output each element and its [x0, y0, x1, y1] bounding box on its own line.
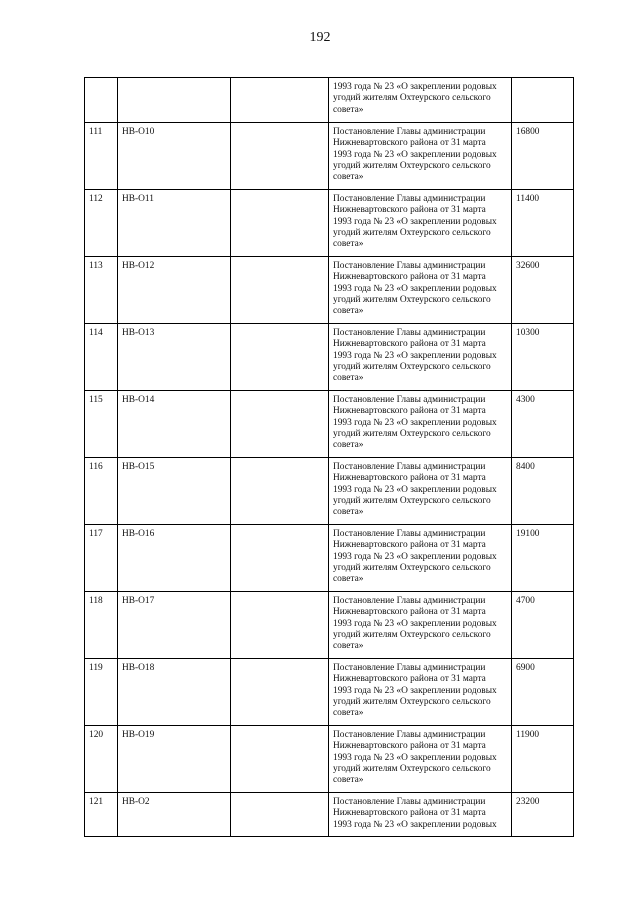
document-line: совета» — [333, 708, 364, 719]
table-row — [85, 458, 574, 525]
document-line: 1993 года № 23 «О закреплении родовых — [333, 82, 497, 92]
document-line: Нижневартовского района от 31 марта — [333, 406, 486, 417]
document-line: угодий жителям Охтеурского сельского — [333, 562, 491, 573]
document-line: Нижневартовского района от 31 марта — [333, 540, 486, 551]
document-line: 1993 года № 23 «О закреплении родовых — [333, 149, 497, 160]
document-line: Постановление Главы администрации — [333, 395, 486, 405]
document-line: 1993 года № 23 «О закреплении родовых — [333, 551, 497, 562]
document-line: угодий жителям Охтеурского сельского — [333, 361, 491, 372]
cell-area: 23200 — [512, 793, 574, 837]
cell-code — [118, 78, 231, 123]
cell-empty — [231, 726, 329, 793]
cell-area: 11400 — [512, 190, 574, 257]
document-line: угодий жителям Охтеурского сельского — [333, 93, 491, 104]
document-line: совета» — [333, 775, 364, 786]
document-line: совета» — [333, 641, 364, 652]
cell-code: НВ-О14 — [118, 391, 231, 458]
cell-code: НВ-О17 — [118, 592, 231, 659]
cell-number: 112 — [85, 190, 118, 257]
cell-number: 120 — [85, 726, 118, 793]
table-row — [85, 257, 574, 324]
document-line: Нижневартовского района от 31 марта — [333, 607, 486, 618]
cell-document — [329, 525, 512, 592]
table-row — [85, 726, 574, 793]
cell-code: НВ-О11 — [118, 190, 231, 257]
cell-number: 121 — [85, 793, 118, 837]
cell-number: 111 — [85, 123, 118, 190]
document-line: Нижневартовского района от 31 марта — [333, 205, 486, 216]
cell-empty — [231, 190, 329, 257]
document-line: Постановление Главы администрации — [333, 797, 486, 807]
document-line: Постановление Главы администрации — [333, 663, 486, 673]
document-line: Постановление Главы администрации — [333, 529, 486, 539]
cell-document — [329, 190, 512, 257]
document-line: 1993 года № 23 «О закреплении родовых — [333, 685, 497, 696]
cell-number: 118 — [85, 592, 118, 659]
cell-empty — [231, 257, 329, 324]
cell-empty — [231, 793, 329, 837]
cell-number: 117 — [85, 525, 118, 592]
table-row — [85, 324, 574, 391]
document-line: Постановление Главы администрации — [333, 194, 486, 204]
cell-document — [329, 458, 512, 525]
table-row — [85, 659, 574, 726]
cell-number: 119 — [85, 659, 118, 726]
cell-empty — [231, 525, 329, 592]
document-line: Постановление Главы администрации — [333, 328, 486, 338]
cell-document — [329, 391, 512, 458]
cell-empty — [231, 391, 329, 458]
cell-code: НВ-О19 — [118, 726, 231, 793]
continuation-row — [85, 78, 574, 123]
cell-empty — [231, 659, 329, 726]
document-line: 1993 года № 23 «О закреплении родовых — [333, 484, 497, 495]
cell-number — [85, 78, 118, 123]
document-line: 1993 года № 23 «О закреплении родовых — [333, 819, 497, 830]
table-row — [85, 123, 574, 190]
document-line: Постановление Главы администрации — [333, 730, 486, 740]
document-line: Нижневартовского района от 31 марта — [333, 741, 486, 752]
cell-code: НВ-О15 — [118, 458, 231, 525]
cell-empty — [231, 324, 329, 391]
cell-document — [329, 123, 512, 190]
document-line: совета» — [333, 172, 364, 183]
document-line: угодий жителям Охтеурского сельского — [333, 428, 491, 439]
cell-code: НВ-О13 — [118, 324, 231, 391]
table-row — [85, 190, 574, 257]
cell-code: НВ-О10 — [118, 123, 231, 190]
cell-number: 115 — [85, 391, 118, 458]
cell-area: 8400 — [512, 458, 574, 525]
cell-area: 10300 — [512, 324, 574, 391]
table-body — [85, 78, 574, 837]
document-line: совета» — [333, 373, 364, 384]
cell-number: 116 — [85, 458, 118, 525]
document-line: Постановление Главы администрации — [333, 596, 486, 606]
cell-document — [329, 257, 512, 324]
cell-area: 11900 — [512, 726, 574, 793]
cell-code: НВ-О18 — [118, 659, 231, 726]
table-row — [85, 592, 574, 659]
table-row — [85, 793, 574, 837]
cell-empty — [231, 592, 329, 659]
document-line: совета» — [333, 574, 364, 585]
cell-code: НВ-О16 — [118, 525, 231, 592]
document-line: угодий жителям Охтеурского сельского — [333, 160, 491, 171]
cell-code: НВ-О2 — [118, 793, 231, 837]
document-line: Нижневартовского района от 31 марта — [333, 339, 486, 350]
document-line: 1993 года № 23 «О закреплении родовых — [333, 350, 497, 361]
document-line: Нижневартовского района от 31 марта — [333, 138, 486, 149]
cell-area: 4300 — [512, 391, 574, 458]
cell-document — [329, 324, 512, 391]
cell-document — [329, 78, 512, 123]
document-line: 1993 года № 23 «О закреплении родовых — [333, 752, 497, 763]
cell-area: 6900 — [512, 659, 574, 726]
table-row — [85, 525, 574, 592]
cell-document — [329, 726, 512, 793]
table-row — [85, 391, 574, 458]
cell-document — [329, 659, 512, 726]
document-line: совета» — [333, 239, 364, 250]
document-line: совета» — [333, 507, 364, 518]
document-line: угодий жителям Охтеурского сельского — [333, 763, 491, 774]
document-line: Нижневартовского района от 31 марта — [333, 473, 486, 484]
document-line: совета» — [333, 306, 364, 317]
document-line: Постановление Главы администрации — [333, 462, 486, 472]
document-line: угодий жителям Охтеурского сельского — [333, 294, 491, 305]
cell-area: 19100 — [512, 525, 574, 592]
cell-number: 114 — [85, 324, 118, 391]
document-line: Нижневартовского района от 31 марта — [333, 674, 486, 685]
document-line: угодий жителям Охтеурского сельского — [333, 629, 491, 640]
document-line: 1993 года № 23 «О закреплении родовых — [333, 417, 497, 428]
document-line: 1993 года № 23 «О закреплении родовых — [333, 216, 497, 227]
document-line: совета» — [333, 104, 364, 115]
document-line: угодий жителям Охтеурского сельского — [333, 495, 491, 506]
document-line: 1993 года № 23 «О закреплении родовых — [333, 283, 497, 294]
cell-area: 32600 — [512, 257, 574, 324]
document-line: угодий жителям Охтеурского сельского — [333, 227, 491, 238]
cell-empty — [231, 458, 329, 525]
document-line: 1993 года № 23 «О закреплении родовых — [333, 618, 497, 629]
cell-empty — [231, 123, 329, 190]
document-line: Постановление Главы администрации — [333, 127, 486, 137]
land-registry-table — [84, 77, 574, 837]
document-line: Нижневартовского района от 31 марта — [333, 808, 486, 819]
cell-area — [512, 78, 574, 123]
cell-code: НВ-О12 — [118, 257, 231, 324]
cell-empty — [231, 78, 329, 123]
cell-number: 113 — [85, 257, 118, 324]
document-line: Нижневартовского района от 31 марта — [333, 272, 486, 283]
document-line: угодий жителям Охтеурского сельского — [333, 696, 491, 707]
document-line: Постановление Главы администрации — [333, 261, 486, 271]
cell-document — [329, 592, 512, 659]
cell-document — [329, 793, 512, 837]
cell-area: 16800 — [512, 123, 574, 190]
cell-area: 4700 — [512, 592, 574, 659]
document-line: совета» — [333, 440, 364, 451]
page-number: 192 — [309, 30, 331, 45]
